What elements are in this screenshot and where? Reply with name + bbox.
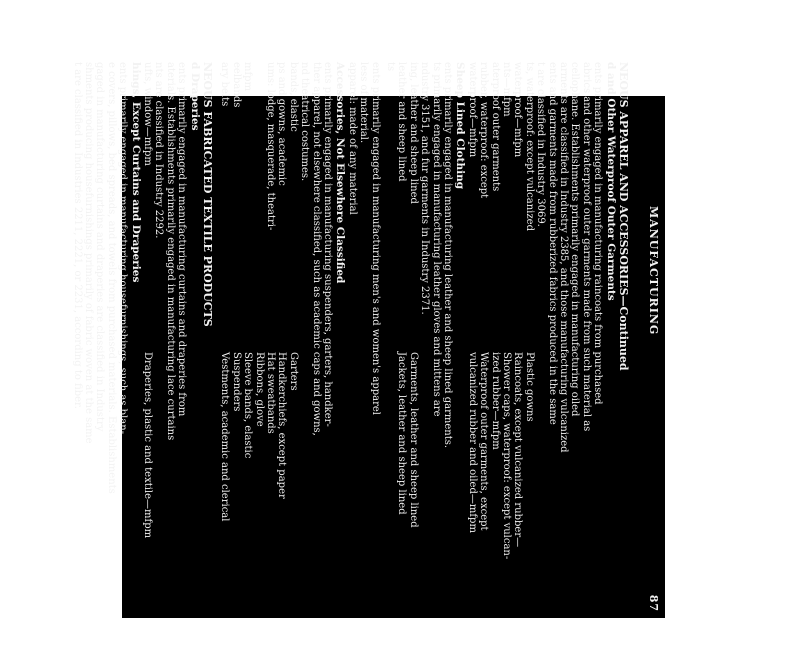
index-entry-left: ufts, window—mfpm	[142, 62, 153, 166]
paragraph-line: nts are classified in Industry 2292.	[153, 62, 165, 239]
index-row	[407, 62, 418, 662]
index-entry-left: ts, waterproof: except vulcanized	[523, 62, 535, 231]
index-row	[512, 62, 523, 662]
index-entry-right: Plastic gowns	[523, 352, 535, 422]
paragraph-line: ents primarily engaged in manufacturing housefurnishings, such as blan-	[117, 62, 129, 435]
index-entry-right: Shower caps, waterproof: except vulcan-	[500, 352, 512, 560]
paragraph-line: ents primarily engaged in manufacturing suspenders, garters, handker-	[321, 62, 333, 427]
index-row	[396, 62, 407, 662]
index-entry-left: ums: lodge, masquerade, theatri-	[264, 62, 276, 231]
index-entry-right: Suspenders	[230, 352, 242, 412]
paragraph-line: arments are classified in Industry 2385, and those manufacturing vulcanized	[557, 62, 569, 453]
industry-heading: d and Other Waterproof Outer Garments	[604, 62, 617, 301]
index-row	[230, 62, 241, 662]
index-entry-left: ts	[385, 62, 396, 72]
paragraph-line: ts primarily engaged in manufacturing leather gloves and mittens are	[430, 62, 442, 417]
index-row	[253, 62, 264, 662]
index-entry-right: Hat sweatbands	[264, 352, 276, 434]
paragraph-line: less of material.	[358, 62, 370, 144]
index-row	[265, 62, 276, 662]
index-entry-left: eelbands	[230, 62, 242, 108]
paragraph-line: ents primarily engaged in manufacturing men's and women's apparel	[369, 62, 381, 415]
page-number: 87	[647, 594, 660, 612]
paragraph-line: ents primarily engaged in manufacturing curtains and draperies from	[176, 62, 188, 417]
section-heading: NEOUS FABRICATED TEXTILE PRODUCTS	[201, 62, 215, 327]
index-entry-right: Raincoats, except vulcanized rubber—	[512, 352, 524, 548]
paragraph-line: cellophane. Establishments primarily engaged in manufacturing oiled	[569, 62, 581, 417]
index-entry-right: Garters	[287, 352, 299, 391]
index-entry-left: waterproof—mfpm	[466, 62, 478, 158]
paragraph-line: t are classified in Industries 2211, 2221, or 2231, according to fiber.	[71, 62, 83, 409]
paragraph-line: aterials. Establishments primarily engaged in manufacturing lace curtains	[164, 62, 176, 441]
industry-heading: Accessories, Not Elsewhere Classified	[334, 62, 347, 284]
index-entry-right: Garments, leather and sheep lined	[407, 352, 419, 528]
index-row	[142, 62, 153, 662]
page-header	[645, 96, 659, 618]
section-heading: NEOUS APPAREL AND ACCESSORIES—Continued	[617, 62, 630, 371]
paragraph-line: ents and garments made from rubberized fabrics produced in the same	[546, 62, 558, 425]
rotated-page-content	[71, 62, 665, 618]
scanned-page	[71, 62, 665, 618]
index-row	[466, 62, 477, 662]
index-entry-left: waterproof—mfpm	[512, 62, 524, 158]
index-entry-left: ps and gowns, academic	[276, 62, 288, 186]
index-entry-right: Waterproof outer garments, except	[478, 352, 490, 531]
paragraph-line: shments producing housefurnishings primarily of fabric woven at the same	[82, 62, 94, 444]
paragraph-line: e covers, pillows, bed spreads, and towels from purchased materials. Establishments	[105, 62, 117, 494]
index-row	[276, 62, 287, 662]
paragraph-line: ents primarily engaged in manufacturing raincoats from purchased	[592, 62, 604, 405]
running-title: MANUFACTURING	[647, 206, 660, 336]
index-entry-right: Handkerchiefs, except paper	[276, 352, 288, 499]
paragraph-line: abrics and other waterproof outer garments made from such material as	[580, 62, 592, 432]
industry-heading: hings, Except Curtains and Draperies	[129, 62, 142, 283]
index-row	[287, 62, 298, 662]
index-row	[478, 62, 489, 662]
index-row	[489, 62, 500, 662]
index-entry-left: nts—mfpm	[500, 62, 512, 117]
paragraph-line: apparel: made of any material	[346, 62, 358, 215]
index-entry-right: Sleeve bands, elastic	[242, 352, 254, 459]
paragraph-line: ther apparel, not elsewhere classified, such as academic caps and gowns,	[310, 62, 322, 436]
index-entry-right: vulcanized rubber and oiled—mfpm	[466, 352, 478, 533]
paragraph-line: ents primarily engaged in manufacturing leather and sheep lined garments.	[442, 62, 453, 449]
industry-heading: d Draperies	[188, 62, 201, 131]
paragraph-line: ndustry 3151, and fur garments in Industry 2371.	[419, 62, 431, 315]
index-entry-left: leather and sheep lined	[396, 62, 408, 182]
index-row	[501, 62, 512, 662]
paragraph-line: nd theatrical costumes.	[299, 62, 311, 182]
index-row	[385, 62, 396, 662]
index-entry-right: Draperies, plastic and textile—mfpm	[142, 352, 153, 539]
index-entry-right: Ribbons, glove	[253, 352, 265, 427]
body-text	[71, 62, 631, 662]
index-entry-left: aterproof outer garments	[489, 62, 501, 192]
index-entry-left: rubber, waterproof: except	[478, 62, 490, 199]
paragraph-line: t are classified in Industry 3069.	[535, 62, 547, 227]
industry-heading: Sheep Lined Clothing	[454, 62, 467, 190]
index-row	[242, 62, 253, 662]
index-entry-left: ary belts	[219, 62, 231, 107]
index-row	[523, 62, 534, 662]
index-row	[219, 62, 230, 662]
index-entry-left: ing, leather and sheep lined	[407, 62, 419, 204]
index-entry-left: mfpm	[242, 62, 254, 92]
index-entry-right: Jackets, leather and sheep lined	[396, 352, 408, 515]
index-entry-right: ized rubber—mfpm	[489, 352, 501, 450]
index-entry-left: bands, elastic	[287, 62, 299, 132]
index-entry-right: Vestments, academic and clerical	[219, 352, 231, 522]
paragraph-line: gaged in manufacturing curtains and draperies are classified in Industry	[94, 62, 106, 432]
